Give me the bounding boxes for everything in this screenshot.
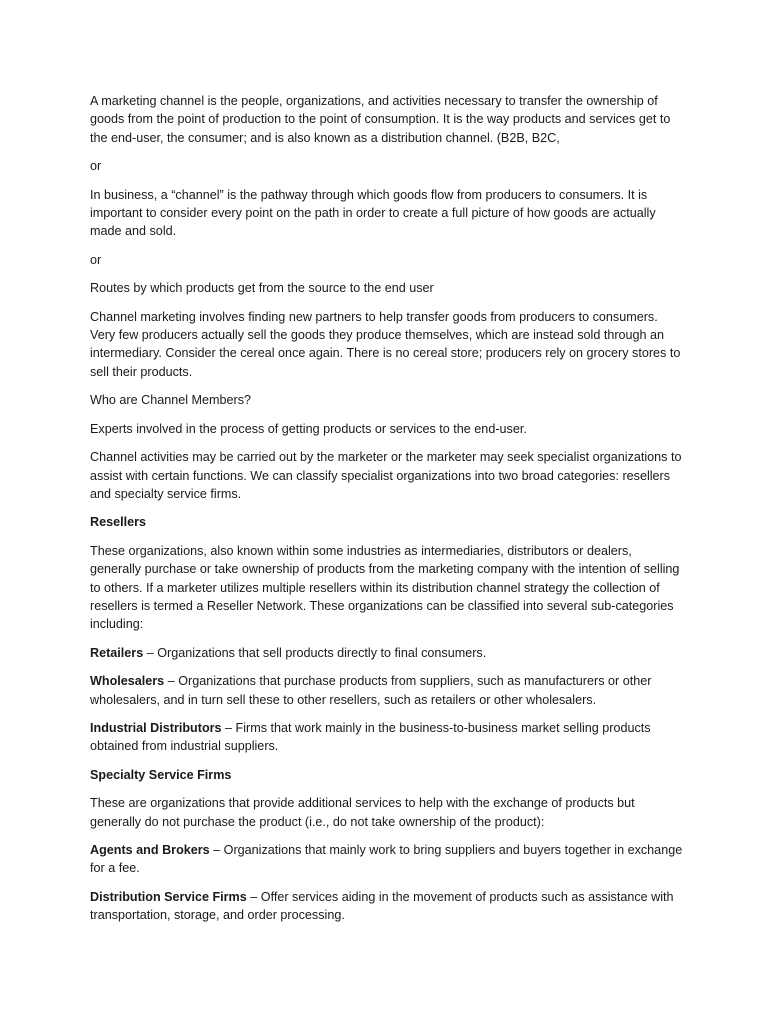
channel-activities-paragraph: Channel activities may be carried out by the marketer or the marketer may seek specialist organizations to assist with certain functions. We can classify specialist organizations into two broad categories: resellers and specialty service firms. <box>90 450 682 501</box>
channel-members-answer: Experts involved in the process of getting products or services to the end-user. <box>90 421 527 436</box>
distribution-service-firms-definition: – Offer services aiding in the movement of products such as assistance with transportation, storage, and order processing. <box>90 889 674 923</box>
definition-paragraph-3: Routes by which products get from the source to the end user <box>90 281 434 296</box>
specialty-service-firms-paragraph: These are organizations that provide additional services to help with the exchange of products but generally do not purchase the product (i.e., do not take ownership of the product): <box>90 796 635 829</box>
wholesalers-definition: – Organizations that purchase products from suppliers, such as manufacturers or other wholesalers, and in turn sell these to other resellers, such as retailers or other wholesalers. <box>90 674 652 707</box>
agents-brokers-term: Agents and Brokers <box>90 843 210 857</box>
distribution-service-firms-term: Distribution Service Firms <box>90 889 247 904</box>
channel-marketing-paragraph: Channel marketing involves finding new partners to help transfer goods from producers to consumers. Very few producers actually sell the goods they produce themselves, which are instead sold through an intermediary. Consider the cereal once again. There is no cereal store; producers rely on grocery stores to sell their products. <box>90 309 681 379</box>
agents-brokers-item <box>90 841 686 878</box>
resellers-heading <box>90 513 686 531</box>
industrial-distributors-item <box>90 719 686 756</box>
document-body <box>90 92 686 935</box>
retailers-definition: – Organizations that sell products directly to final consumers. <box>143 645 487 660</box>
definition-paragraph-2: In business, a “channel” is the pathway through which goods flow from producers to consumers. It is important to consider every point on the path in order to create a full picture of how goods are actually made and sold. <box>90 187 656 239</box>
specialty-service-firms-heading <box>90 766 686 784</box>
retailers-term: Retailers <box>90 645 144 660</box>
retailers-item <box>90 644 686 662</box>
resellers-heading-text: Resellers <box>90 515 147 530</box>
specialty-service-firms-heading-text: Specialty Service Firms <box>90 767 232 782</box>
industrial-distributors-term: Industrial Distributors <box>90 720 222 735</box>
distribution-service-firms-item <box>90 888 686 925</box>
or-separator-1: or <box>90 159 102 174</box>
resellers-paragraph: These organizations, also known within some industries as intermediaries, distributors or dealers, generally purchase or take ownership of products from the marketing company with the intention of selling to others. If a marketer utilizes multiple resellers within its distribution channel strategy the collection of resellers is termed a Reseller Network. These organizations can be classified into several sub-categories including: <box>90 543 680 632</box>
industrial-distributors-definition: – Firms that work mainly in the business-to-business market selling products obtained from industrial suppliers. <box>90 720 651 754</box>
channel-members-question: Who are Channel Members? <box>90 393 251 408</box>
agents-brokers-definition: – Organizations that mainly work to bring suppliers and buyers together in exchange for a fee. <box>90 843 683 876</box>
wholesalers-term: Wholesalers <box>90 674 165 689</box>
wholesalers-item <box>90 672 686 709</box>
definition-paragraph-1: A marketing channel is the people, organizations, and activities necessary to transfer the ownership of goods from the point of production to the point of consumption. It is the way products and services get to the end-user, the consumer; and is also known as a distribution channel. (B2B, B2C, <box>90 94 671 145</box>
or-separator-2: or <box>90 252 102 267</box>
